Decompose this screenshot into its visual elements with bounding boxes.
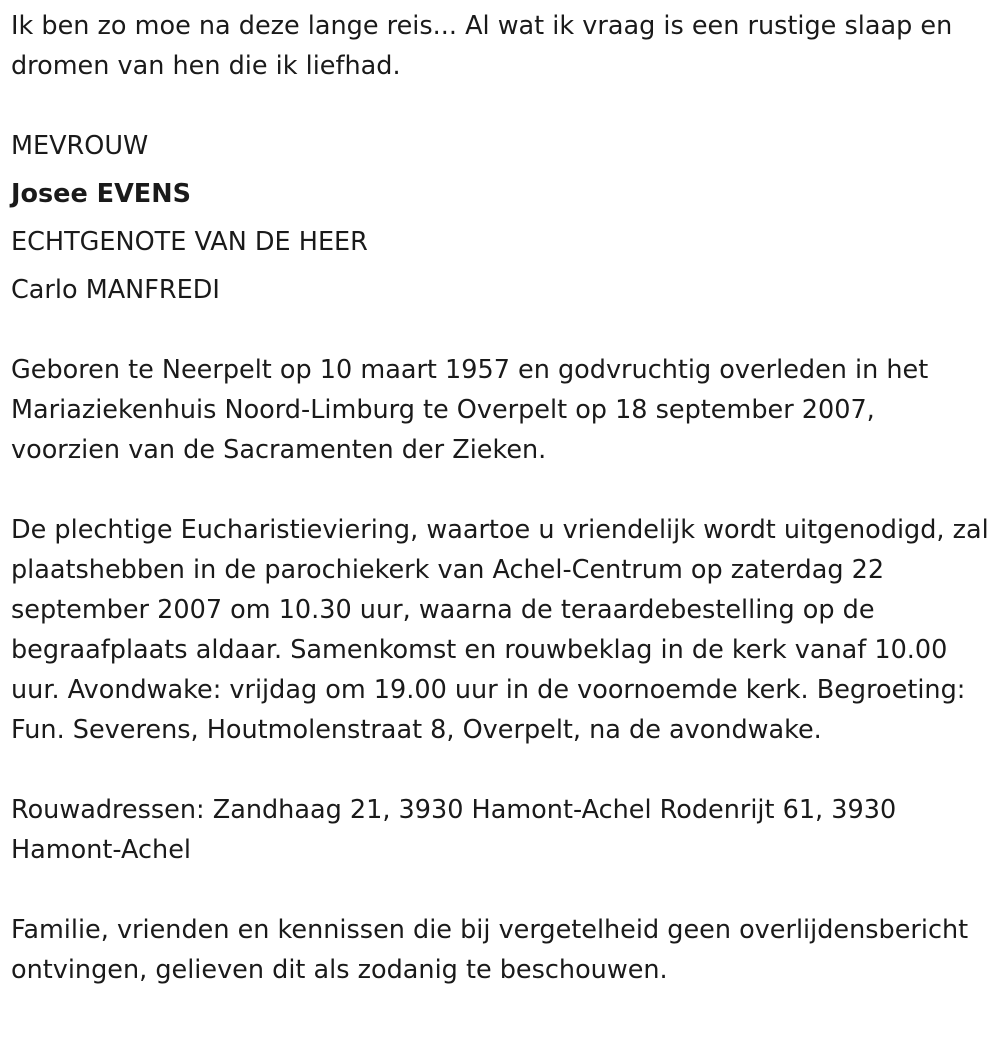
birth-death-paragraph: Geboren te Neerpelt op 10 maart 1957 en godvruchtig overleden in het Mariaziekenhuis Noord-Limburg te Overpelt op 18 september 2007, voorzien van de Sacramenten der Zieken.: [11, 355, 929, 465]
closing-paragraph: Familie, vrienden en kennissen die bij vergetelheid geen overlijdensbericht ontvingen, gelieven dit als zodanig te beschouwen.: [11, 915, 969, 985]
honorific: MEVROUW: [11, 131, 149, 161]
intro-quote: Ik ben zo moe na deze lange reis... Al wat ik vraag is een rustige slaap en dromen van hen die ik liefhad.: [11, 11, 953, 81]
addresses-paragraph: Rouwadressen: Zandhaag 21, 3930 Hamont-Achel Rodenrijt 61, 3930 Hamont-Achel: [11, 795, 897, 865]
ceremony-paragraph: De plechtige Eucharistieviering, waartoe u vriendelijk wordt uitgenodigd, zal plaatshebben in de parochiekerk van Achel-Centrum op zaterdag 22 september 2007 om 10.30 uur, waarna de teraardebestelling op de begraafplaats aldaar. Samenkomst en rouwbeklag in de kerk vanaf 10.00 uur. Avondwake: vrijdag om 19.00 uur in de voornoemde kerk. Begroeting: Fun. Severens, Houtmolenstraat 8, Overpelt, na de avondwake.: [11, 515, 989, 745]
spouse-title: ECHTGENOTE VAN DE HEER: [11, 227, 368, 257]
spouse-name: Carlo MANFREDI: [11, 275, 220, 305]
deceased-name: Josee EVENS: [11, 179, 191, 209]
